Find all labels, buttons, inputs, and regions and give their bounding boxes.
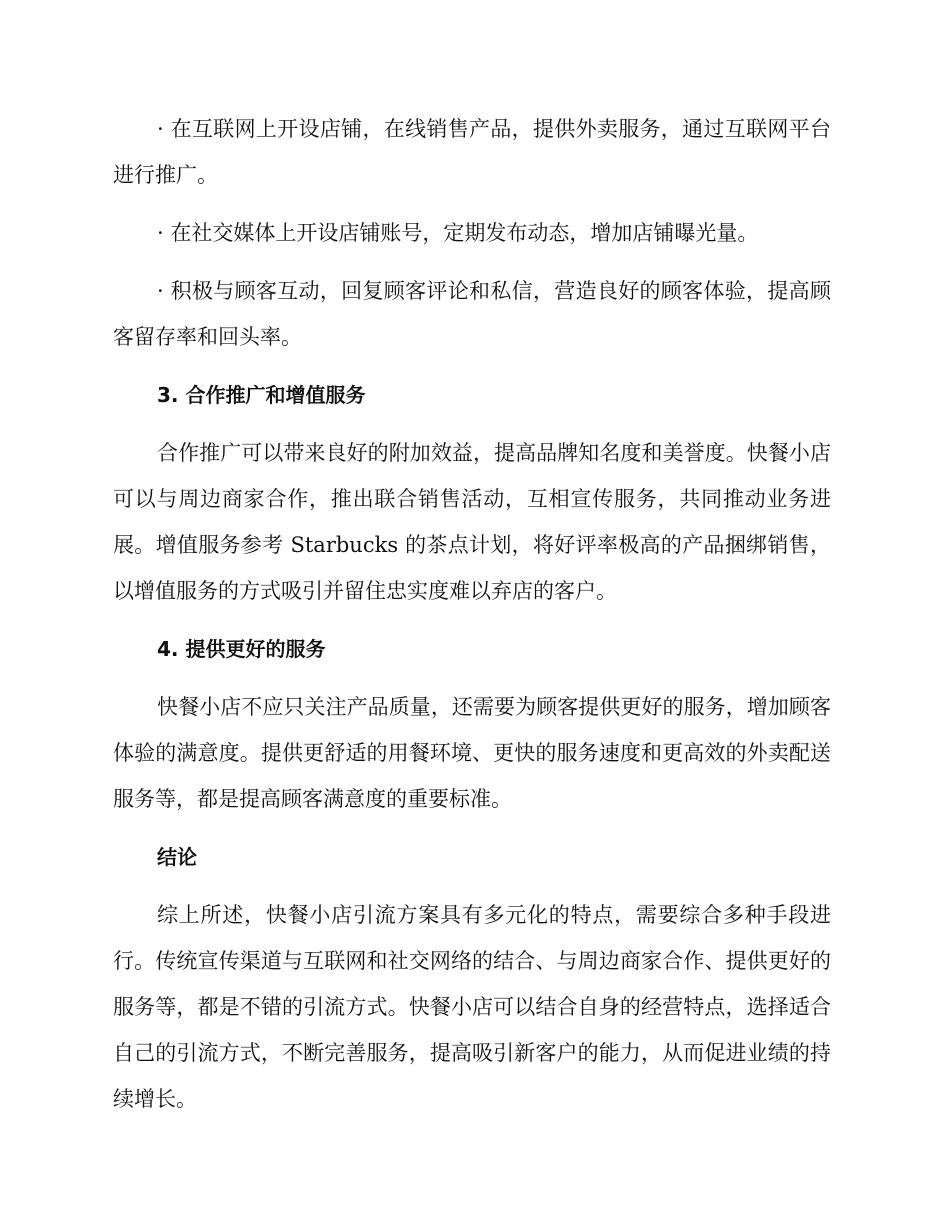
section-heading-better-service: 4. 提供更好的服务 [157, 637, 326, 661]
paragraph-conclusion: 综上所述，快餐小店引流方案具有多元化的特点，需要综合多种手段进行。传统宣传渠道与互联网和社交网络的结合、与周边商家合作、提供更好的服务等，都是不错的引流方式。快餐小店可以结合自身的经营特点，选择适合自己的引流方式，不断完善服务，提高吸引新客户的能力，从而促进业绩的持续增长。 [113, 903, 831, 1111]
section-heading-conclusion: 结论 [157, 845, 197, 869]
bullet-online-store: · 在互联网上开设店铺，在线销售产品，提供外卖服务，通过互联网平台进行推广。 [113, 117, 831, 187]
bullet-social-media-account: · 在社交媒体上开设店铺账号，定期发布动态，增加店铺曝光量。 [157, 221, 759, 245]
bullet-customer-interaction: · 积极与顾客互动，回复顾客评论和私信，营造良好的顾客体验，提高顾客留存率和回头率。 [113, 279, 831, 349]
document-page [113, 106, 831, 1134]
paragraph-cooperation: 合作推广可以带来良好的附加效益，提高品牌知名度和美誉度。快餐小店可以与周边商家合作，推出联合销售活动，互相宣传服务，共同推动业务进展。增值服务参考 Starbucks 的茶点计划，将好评率极高的产品捆绑销售，以增值服务的方式吸引并留住忠实度难以弃店的客户。 [113, 441, 831, 603]
section-heading-cooperation: 3. 合作推广和增值服务 [157, 383, 366, 407]
paragraph-better-service: 快餐小店不应只关注产品质量，还需要为顾客提供更好的服务，增加顾客体验的满意度。提供更舒适的用餐环境、更快的服务速度和更高效的外卖配送服务等，都是提高顾客满意度的重要标准。 [113, 695, 831, 811]
